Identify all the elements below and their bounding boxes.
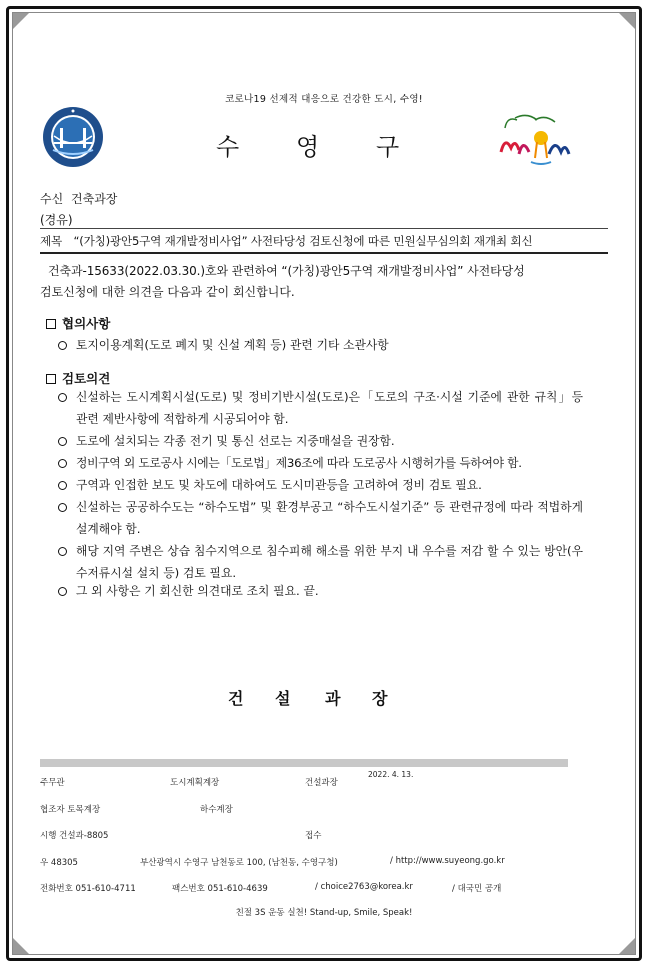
circle-bullet-icon [58,430,76,452]
circle-bullet-icon [58,386,76,430]
footer-receipt: 접수 [305,831,322,841]
list-item [58,430,583,452]
sender-char: 장 [372,689,388,708]
intro-paragraph [48,261,583,282]
list-item [58,334,583,356]
recipient-value: 건축과장 [71,192,118,206]
list-item-text: 구역과 인접한 보도 및 차도에 대하여도 도시미관등을 고려하여 정비 검토 필요. [76,478,482,492]
footer-postal-code: 우 48305 [40,858,78,868]
agency-char: 영 [296,133,320,161]
slogan: 코로나19 선제적 대응으로 건강한 도시, 수영! [225,94,423,105]
subject-value: “(가칭)광안5구역 재개발정비사업” 사전타당성 검토신청에 따른 민원실무심의회 재개최 회신 [73,234,533,248]
square-bullet-icon [46,374,56,384]
agency-char: 구 [376,133,400,161]
footer-cooperator: 협조자 토목계장 [40,805,101,815]
intro-line: 검토신청에 대한 의견을 다음과 같이 회신합니다. [40,285,295,299]
section-title-text: 협의사항 [62,316,111,331]
footer-email: / choice2763@korea.kr [315,882,413,892]
circle-bullet-icon [58,496,76,540]
via-line: (경유) [40,213,73,227]
list-item-text: 신설하는 공공하수도는 “하수도법” 및 환경부공고 “하수도시설기준” 등 관련규정에 따라 적법하게 설계해야 함. [76,500,583,536]
circle-bullet-icon [58,334,76,356]
subject-label: 제목 [40,234,62,248]
happy-suyeong-logo-icon [497,108,571,170]
recipient-label: 수신 [40,192,64,206]
frame-corner [13,13,29,29]
title-top-rule [40,228,608,229]
sender-char: 과 [325,689,341,708]
circle-bullet-icon [58,474,76,496]
footer-campaign: 친절 3S 운동 실천! Stand-up, Smile, Speak! [235,908,413,918]
suyeong-seal-logo-icon [42,106,104,168]
section-title-consult [46,314,110,332]
footer-divider-bar [40,759,568,767]
list-item [58,540,583,584]
footer-phone: 전화번호 051-610-4711 [40,884,136,894]
footer-cooperator-2: 하수계장 [200,805,233,815]
list-item [58,386,583,430]
list-item [58,580,583,602]
footer-disclosure: / 대국민 공개 [452,884,502,894]
frame-corner [13,938,29,954]
footer-approver-1: 주무관 [40,778,65,788]
frame-corner [619,938,635,954]
sender-char: 설 [275,689,291,708]
intro-line: 건축과-15633(2022.03.30.)호와 관련하여 “(가칭)광안5구역 재개발정비사업” 사전타당성 [48,264,525,278]
footer-approver-2: 도시계획계장 [170,778,220,788]
list-item-text: 도로에 설치되는 각종 전기 및 통신 선로는 지중매설을 권장함. [76,434,395,448]
list-item [58,474,583,496]
subject-line [40,233,532,249]
footer-enforcement: 시행 건설과-8805 [40,831,109,841]
agency-char: 수 [216,133,240,161]
section-title-review [46,369,110,387]
list-item [58,496,583,540]
footer-fax: 팩스번호 051-610-4639 [172,884,268,894]
sender-char: 건 [228,689,244,708]
circle-bullet-icon [58,580,76,602]
footer-website: / http://www.suyeong.go.kr [390,856,505,866]
square-bullet-icon [46,319,56,329]
section-title-text: 검토의견 [62,371,111,386]
frame-corner [619,13,635,29]
footer-address: 부산광역시 수영구 남천동로 100, (남천동, 수영구청) [140,858,338,868]
list-item-text: 그 외 사항은 기 회신한 의견대로 조치 필요. 끝. [76,584,319,598]
list-item-text: 신설하는 도시계획시설(도로) 및 정비기반시설(도로)은「도로의 구조·시설 기준에 관한 규칙」등 관련 제반사항에 적합하게 시공되어야 함. [76,390,583,426]
intro-paragraph-cont [40,282,580,303]
footer-date: 2022. 4. 13. [368,770,414,779]
recipient-line [40,190,117,207]
circle-bullet-icon [58,452,76,474]
circle-bullet-icon [58,540,76,584]
list-item-text: 해당 지역 주변은 상습 침수지역으로 침수피해 해소를 위한 부지 내 우수를 저감 할 수 있는 방안(우수저류시설 설치 등) 검토 필요. [76,544,583,580]
list-item-text: 토지이용계획(도로 폐지 및 신설 계획 등) 관련 기타 소관사항 [76,338,389,352]
list-item [58,452,583,474]
title-bottom-rule [40,252,608,254]
footer-approver-3: 건설과장 [305,778,338,788]
list-item-text: 정비구역 외 도로공사 시에는「도로법」제36조에 따라 도로공사 시행허가를 득하여야 함. [76,456,522,470]
